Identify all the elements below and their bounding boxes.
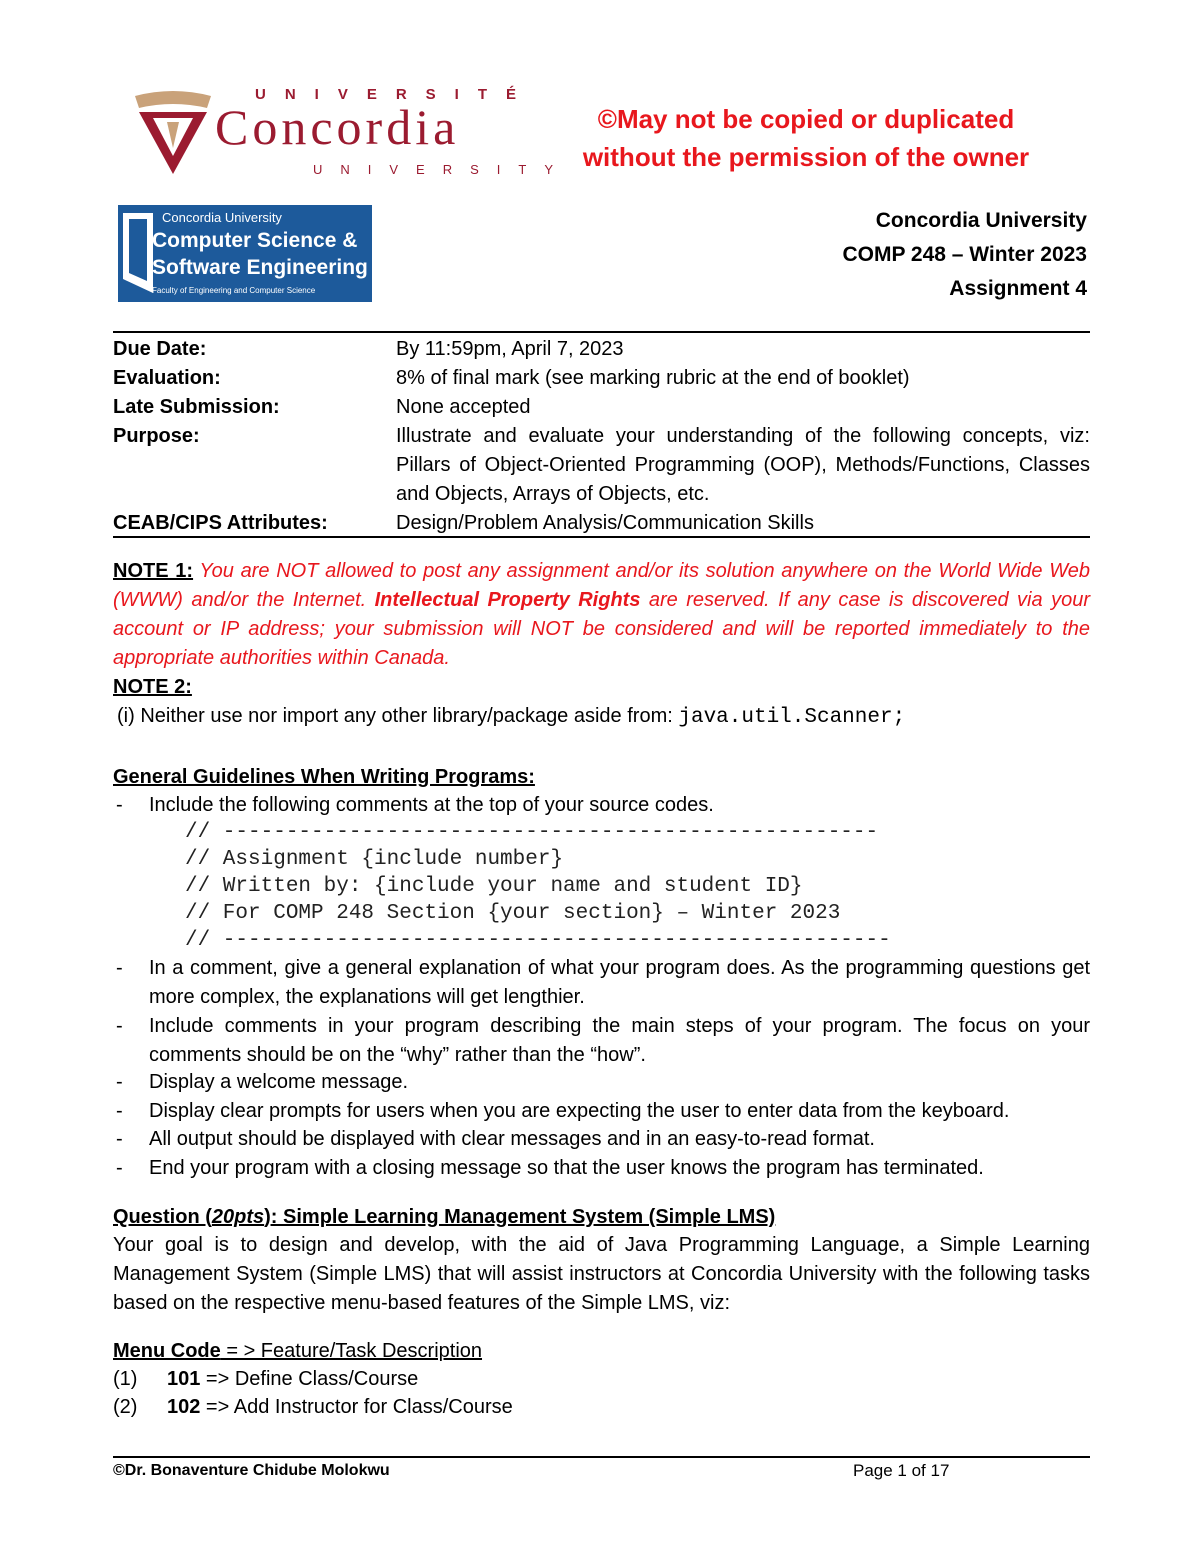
note-2-item [113,702,1090,732]
menu-row-2-num: (2) [113,1396,138,1418]
guideline-item [113,791,1090,820]
menu-row-2 [113,1393,1090,1422]
dept-logo-line-3: Software Engineering [152,256,368,279]
guideline-text: Include comments in your program describing the main steps of your program. The focus on your comments should be on the “why” rather than the “how”. [149,1015,1090,1066]
code-line-2: // Assignment {include number} [185,848,564,871]
dept-logo [118,205,372,302]
note-1 [113,557,1090,673]
late-label: Late Submission: [113,396,280,418]
code-line-3: // Written by: {include your name and student ID} [185,875,803,898]
code-line-5: // ----------------------------------------------------- [185,929,891,952]
dept-logo-line-2: Computer Science & [152,229,358,252]
info-row-evaluation [113,364,1090,393]
copyright-notice [556,100,1056,176]
logo-main-text: Concordia [215,99,460,155]
dept-book-icon [121,209,155,297]
guideline-item [113,1125,1090,1154]
course-header [687,204,1087,306]
copyright-line-2: without the permission of the owner [582,142,1030,172]
header-university: Concordia University [875,209,1087,232]
guideline-item [113,954,1090,1012]
code-line-4: // For COMP 248 Section {your section} – Winter 2023 [185,902,841,925]
menu-row-1-text: => Define Class/Course [200,1368,419,1390]
ceab-value: Design/Problem Analysis/Communication Skills [396,512,814,534]
bullet-dash: - [116,957,123,979]
info-divider [113,536,1090,538]
note-1-text-b: are reserved. If any case is discovered via your account or IP address; your submission will NOT be considered and will be reported immediately to the appropriate authorities within Canada. [113,589,1090,669]
footer-author: ©Dr. Bonaventure Chidube Molokwu [113,1462,390,1479]
bullet-dash: - [116,1128,123,1150]
info-row-late [113,393,1090,422]
guideline-text: Display a welcome message. [149,1071,408,1093]
menu-row-2-code: 102 [167,1396,201,1418]
code-line-1: // ---------------------------------------------------- [185,821,879,844]
guideline-text: All output should be displayed with clear messages and in an easy-to-read format. [149,1128,875,1150]
due-value: By 11:59pm, April 7, 2023 [396,338,624,360]
bullet-dash: - [116,1157,123,1179]
footer-divider [113,1456,1090,1458]
menu-heading-bold: Menu Code [113,1340,221,1362]
info-table [113,335,1090,538]
note-1-ip-rights: Intellectual Property Rights [374,589,641,611]
concordia-logo [133,86,572,186]
bullet-dash: - [116,1071,123,1093]
footer-page-number: Page 1 of 17 [853,1461,950,1480]
menu-row-1-code: 101 [167,1368,201,1390]
note-2-label: NOTE 2: [113,676,192,698]
guideline-item [113,1097,1090,1126]
header-course: COMP 248 – Winter 2023 [842,243,1087,266]
menu-heading-rest: = > Feature/Task Description [220,1340,483,1362]
guideline-text: Display clear prompts for users when you are expecting the user to enter data from the keyboard. [149,1100,1010,1122]
note-2-text: (i) Neither use nor import any other library/package aside from: [117,705,679,727]
header-assignment: Assignment 4 [949,277,1087,300]
question-body: Your goal is to design and develop, with the aid of Java Programming Language, a Simple Learning Management System (Simple LMS) that will assist instructors at Concordia University with the following tasks based on the respective menu-based features of the Simple LMS, viz: [113,1234,1090,1314]
guideline-item [113,1154,1090,1183]
note-2-code: java.util.Scanner; [678,706,906,729]
menu-heading [113,1337,482,1366]
info-row-due [113,335,1090,364]
logo-top-text: UNIVERSITÉ [255,86,536,103]
info-row-purpose [113,422,1090,509]
guideline-text: In a comment, give a general explanation of what your program does. As the programming questions get more complex, the explanations will get lengthier. [149,957,1090,1008]
menu-row-2-text: => Add Instructor for Class/Course [200,1396,513,1418]
note-1-text-a: You are NOT allowed to post any assignment and/or its solution anywhere on the World Wide Web (WWW) and/or the Internet. [113,560,1090,611]
guidelines-heading: General Guidelines When Writing Programs: [113,766,535,788]
question-suffix: ): Simple Learning Management System (Simple LMS) [264,1206,776,1228]
late-value: None accepted [396,396,531,418]
purpose-label: Purpose: [113,425,200,447]
question-prefix: Question ( [113,1206,212,1228]
menu-row-1 [113,1365,1090,1394]
guideline-text: End your program with a closing message so that the user knows the program has terminated. [149,1157,984,1179]
note-1-label: NOTE 1: [113,560,194,582]
top-divider [113,331,1090,333]
bullet-dash: - [116,1100,123,1122]
guideline-item [113,1068,1090,1097]
eval-value: 8% of final mark (see marking rubric at the end of booklet) [396,367,910,389]
concordia-shield-icon [133,86,213,178]
dept-logo-line-4: Faculty of Engineering and Computer Science [152,286,316,295]
question-points: 20pts [211,1206,265,1228]
eval-label: Evaluation: [113,367,221,389]
dept-logo-line-1: Concordia University [162,210,282,225]
purpose-value: Illustrate and evaluate your understanding of the following concepts, viz: Pillars of Object-Oriented Programming (OOP), Methods/Functions, Classes and Objects, Arrays of Objects, etc. [396,425,1090,505]
note-2 [113,673,1090,732]
logo-bottom-text: UNIVERSITY [313,162,572,177]
due-label: Due Date: [113,338,207,360]
question-heading [113,1203,775,1232]
guideline-text: Include the following comments at the top of your source codes. [149,794,714,816]
menu-row-1-num: (1) [113,1368,138,1390]
copyright-line-1: ©May not be copied or duplicated [597,104,1015,134]
bullet-dash: - [116,794,123,816]
guideline-item [113,1012,1090,1070]
bullet-dash: - [116,1015,123,1037]
ceab-label: CEAB/CIPS Attributes: [113,512,328,534]
info-row-ceab [113,509,1090,538]
